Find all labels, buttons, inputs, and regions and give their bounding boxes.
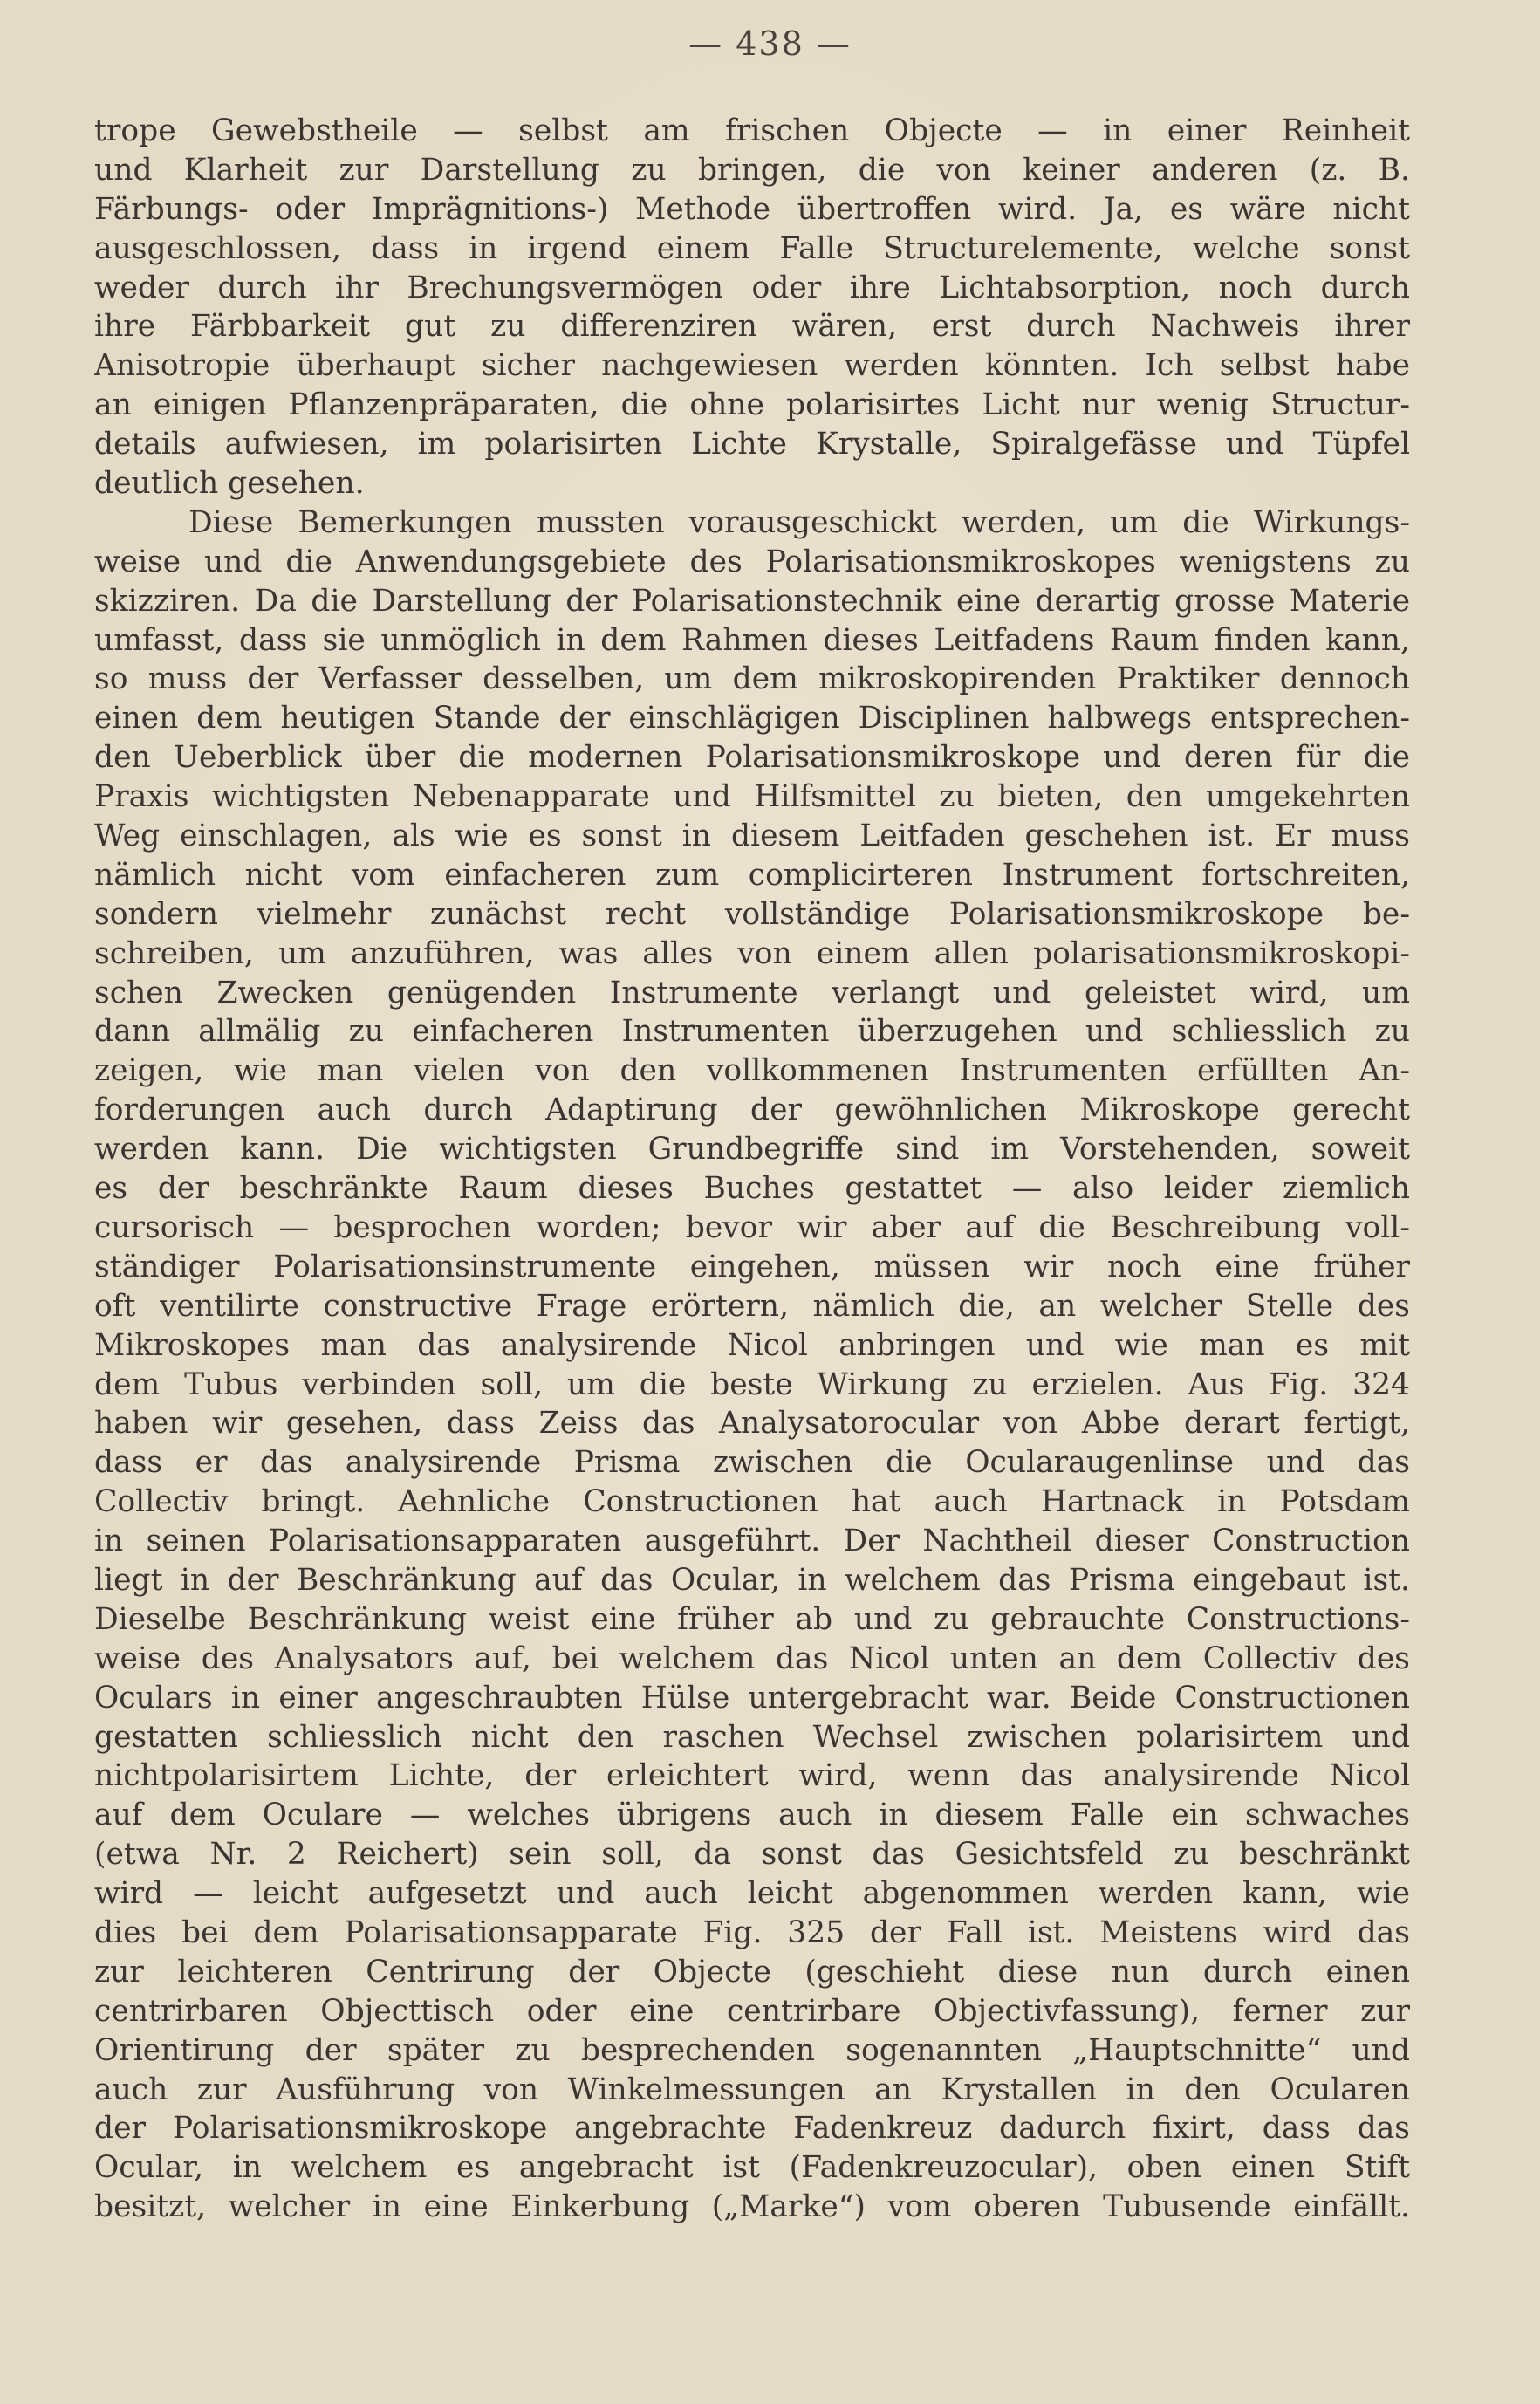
text-line: Mikroskopes man das analysirende Nicol anbringen und wie man es mit (94, 1327, 1410, 1363)
text-line: trope Gewebstheile — selbst am frischen Objecte — in einer Reinheit (94, 113, 1410, 148)
text-line: den Ueberblick über die modernen Polarisationsmikroskope und deren für die (94, 740, 1410, 776)
text-line: werden kann. Die wichtigsten Grundbegriffe sind im Vorstehenden, soweit (94, 1132, 1410, 1168)
text-line: dem Tubus verbinden soll, um die beste Wirkung zu erzielen. Aus Fig. 324 (94, 1366, 1410, 1402)
text-line: (etwa Nr. 2 Reichert) sein soll, da sonst das Gesichtsfeld zu beschränkt (94, 1837, 1410, 1873)
text-line: und Klarheit zur Darstellung zu bringen, die von keiner anderen (z. B. (94, 152, 1410, 188)
text-line: Oculars in einer angeschraubten Hülse untergebracht war. Beide Constructionen (94, 1680, 1410, 1716)
text-line: centrirbaren Objecttisch oder eine centrirbare Objectivfassung), ferner zur (94, 1993, 1410, 2029)
text-line: wird — leicht aufgesetzt und auch leicht abgenommen werden kann, wie (94, 1876, 1410, 1912)
text-line: besitzt, welcher in eine Einkerbung („Marke“) vom oberen Tubusende einfällt. (94, 2189, 1410, 2225)
text-line: weise und die Anwendungsgebiete des Polarisationsmikroskopes wenigstens zu (94, 544, 1410, 579)
text-line: an einigen Pflanzenpräparaten, die ohne polarisirtes Licht nur wenig Structur- (94, 387, 1410, 423)
page-number: — 438 — (688, 24, 852, 63)
text-line: haben wir gesehen, dass Zeiss das Analysatorocular von Abbe derart fertigt, (94, 1406, 1410, 1442)
text-line: ständiger Polarisationsinstrumente eingehen, müssen wir noch eine früher (94, 1249, 1410, 1284)
text-line: der Polarisationsmikroskope angebrachte Fadenkreuz dadurch fixirt, dass das (94, 2111, 1410, 2147)
text-line: dass er das analysirende Prisma zwischen die Ocularaugenlinse und das (94, 1445, 1410, 1481)
text-line: umfasst, dass sie unmöglich in dem Rahmen dieses Leitfadens Raum finden kann, (94, 622, 1410, 658)
text-line: Diese Bemerkungen mussten vorausgeschickt werden, um die Wirkungs- (188, 504, 1410, 540)
text-line: ihre Färbbarkeit gut zu differenziren wären, erst durch Nachweis ihrer (94, 309, 1410, 345)
paragraph-1 (94, 112, 1410, 503)
text-line: Orientirung der später zu besprechenden sogenannten „Hauptschnitte“ und (94, 2032, 1410, 2068)
body-text (94, 112, 1410, 2227)
text-line: ausgeschlossen, dass in irgend einem Falle Structurelemente, welche sonst (94, 230, 1410, 266)
text-line: so muss der Verfasser desselben, um dem mikroskopirenden Praktiker dennoch (94, 661, 1410, 697)
text-line: zeigen, wie man vielen von den vollkommenen Instrumenten erfüllten An- (94, 1053, 1410, 1089)
text-line: schreiben, um anzuführen, was alles von einem allen polarisationsmikroskopi- (94, 935, 1410, 971)
text-line: dies bei dem Polarisationsapparate Fig. 325 der Fall ist. Meistens wird das (94, 1914, 1410, 1950)
text-line: cursorisch — besprochen worden; bevor wir aber auf die Beschreibung voll- (94, 1209, 1410, 1245)
text-line: auf dem Oculare — welches übrigens auch in diesem Falle ein schwaches (94, 1798, 1410, 1833)
text-line: nämlich nicht vom einfacheren zum complicirteren Instrument fortschreiten, (94, 857, 1410, 893)
text-line: schen Zwecken genügenden Instrumente verlangt und geleistet wird, um (94, 975, 1410, 1010)
text-line: Ocular, in welchem es angebracht ist (Fadenkreuzocular), oben einen Stift (94, 2150, 1410, 2186)
text-line: Anisotropie überhaupt sicher nachgewiesen werden könnten. Ich selbst habe (94, 348, 1410, 384)
text-line: weder durch ihr Brechungsvermögen oder ihre Lichtabsorption, noch durch (94, 270, 1410, 305)
text-line: forderungen auch durch Adaptirung der gewöhnlichen Mikroskope gerecht (94, 1092, 1410, 1128)
text-line: zur leichteren Centrirung der Objecte (geschieht diese nun durch einen (94, 1954, 1410, 1990)
text-line: Weg einschlagen, als wie es sonst in diesem Leitfaden geschehen ist. Er muss (94, 818, 1410, 854)
text-line: weise des Analysators auf, bei welchem das Nicol unten an dem Collectiv des (94, 1640, 1410, 1676)
text-line: Collectiv bringt. Aehnliche Constructionen hat auch Hartnack in Potsdam (94, 1484, 1410, 1520)
text-line: Färbungs- oder Imprägnitions-) Methode übertroffen wird. Ja, es wäre nicht (94, 191, 1410, 227)
text-line: liegt in der Beschränkung auf das Ocular, in welchem das Prisma eingebaut ist. (94, 1562, 1410, 1598)
text-line: nichtpolarisirtem Lichte, der erleichtert wird, wenn das analysirende Nicol (94, 1758, 1410, 1794)
text-line: in seinen Polarisationsapparaten ausgeführt. Der Nachtheil dieser Construction (94, 1524, 1410, 1559)
text-line: details aufwiesen, im polarisirten Lichte Krystalle, Spiralgefässe und Tüpfel (94, 427, 1410, 462)
text-line: gestatten schliesslich nicht den raschen Wechsel zwischen polarisirtem und (94, 1719, 1410, 1755)
text-line: oft ventilirte constructive Frage erörtern, nämlich die, an welcher Stelle des (94, 1288, 1410, 1324)
text-line: einen dem heutigen Stande der einschlägigen Disciplinen halbwegs entsprechen- (94, 701, 1410, 736)
text-line: deutlich gesehen. (94, 466, 365, 502)
paragraph-2 (94, 503, 1410, 2227)
text-line: sondern vielmehr zunächst recht vollständige Polarisationsmikroskope be- (94, 896, 1410, 932)
text-line: Dieselbe Beschränkung weist eine früher ab und zu gebrauchte Constructions- (94, 1601, 1410, 1637)
text-line: skizziren. Da die Darstellung der Polarisationstechnik eine derartig grosse Materie (94, 583, 1410, 619)
text-line: dann allmälig zu einfacheren Instrumenten überzugehen und schliesslich zu (94, 1014, 1410, 1050)
text-line: es der beschränkte Raum dieses Buches gestattet — also leider ziemlich (94, 1171, 1410, 1207)
text-line: Praxis wichtigsten Nebenapparate und Hilfsmittel zu bieten, den umgekehrten (94, 779, 1410, 815)
text-line: auch zur Ausführung von Winkelmessungen an Krystallen in den Ocularen (94, 2072, 1410, 2107)
